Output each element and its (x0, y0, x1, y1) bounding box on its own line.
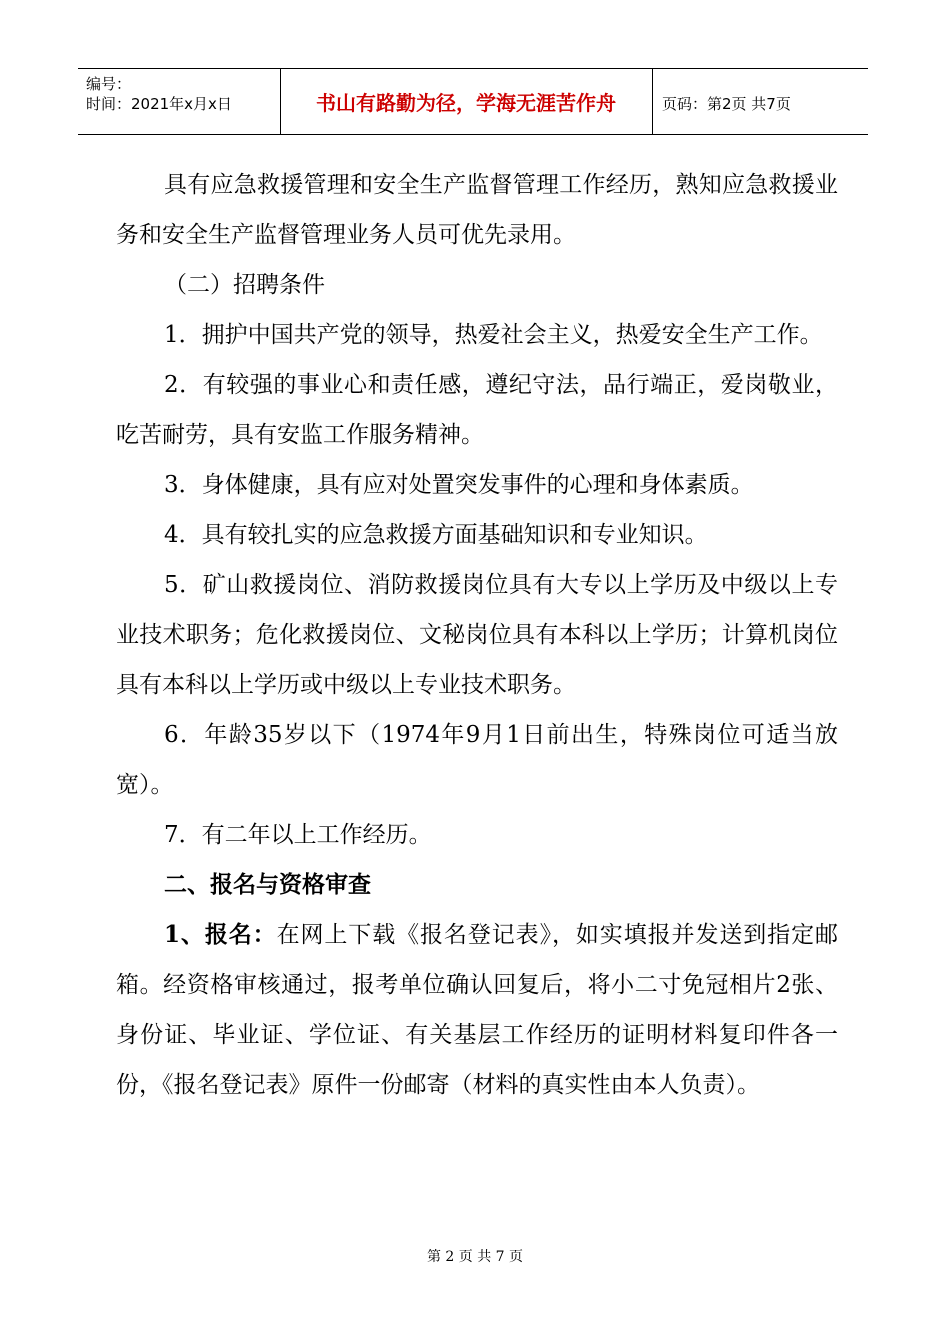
section-subheading: （二）招聘条件 (164, 272, 325, 298)
header-page-cell (652, 69, 868, 134)
paragraph (116, 910, 838, 1110)
section-heading: 二、报名与资格审查 (164, 871, 371, 898)
paragraph-text: 在网上下载《报名登记表》，如实填报并发送到指定邮箱。经资格审核通过，报考单位确认回复后，将小二寸免冠相片2张、身份证、毕业证、学位证、有关基层工作经历的证明材料复印件各一份，《报名登记表》原件一份邮寄（材料的真实性由本人负责）。 (116, 922, 838, 1098)
paragraph-lead: 1、报名： (164, 921, 277, 948)
page-footer: 第 2 页 共 7 页 (426, 1249, 524, 1265)
paragraph: 具有应急救援管理和安全生产监督管理工作经历，熟知应急救援业务和安全生产监督管理业务人员可优先录用。 (116, 172, 838, 248)
header-info-cell (78, 69, 281, 134)
header-motto-cell (280, 69, 653, 134)
document-header (78, 68, 868, 135)
motto-text: 书山有路勤为径，学海无涯苦作舟 (316, 91, 616, 115)
paragraph: 4．具有较扎实的应急救援方面基础知识和专业知识。 (164, 522, 708, 548)
paragraph: 2．有较强的事业心和责任感，遵纪守法，品行端正，爱岗敬业，吃苦耐劳，具有安监工作服务精神。 (116, 372, 838, 448)
page-label: 页码：第2页 共7页 (662, 95, 791, 113)
paragraph: 7．有二年以上工作经历。 (164, 822, 432, 848)
time-label: 时间：2021年x月x日 (86, 95, 232, 113)
paragraph: 6．年龄35岁以下（1974年9月1日前出生，特殊岗位可适当放宽）。 (116, 722, 838, 798)
paragraph: 1．拥护中国共产党的领导，热爱社会主义，热爱安全生产工作。 (164, 322, 823, 348)
number-label: 编号： (86, 75, 132, 93)
paragraph: 5．矿山救援岗位、消防救援岗位具有大专以上学历及中级以上专业技术职务；危化救援岗位、文秘岗位具有本科以上学历；计算机岗位具有本科以上学历或中级以上专业技术职务。 (116, 572, 838, 698)
paragraph: 3．身体健康，具有应对处置突发事件的心理和身体素质。 (164, 472, 754, 498)
document-body (116, 160, 838, 1110)
